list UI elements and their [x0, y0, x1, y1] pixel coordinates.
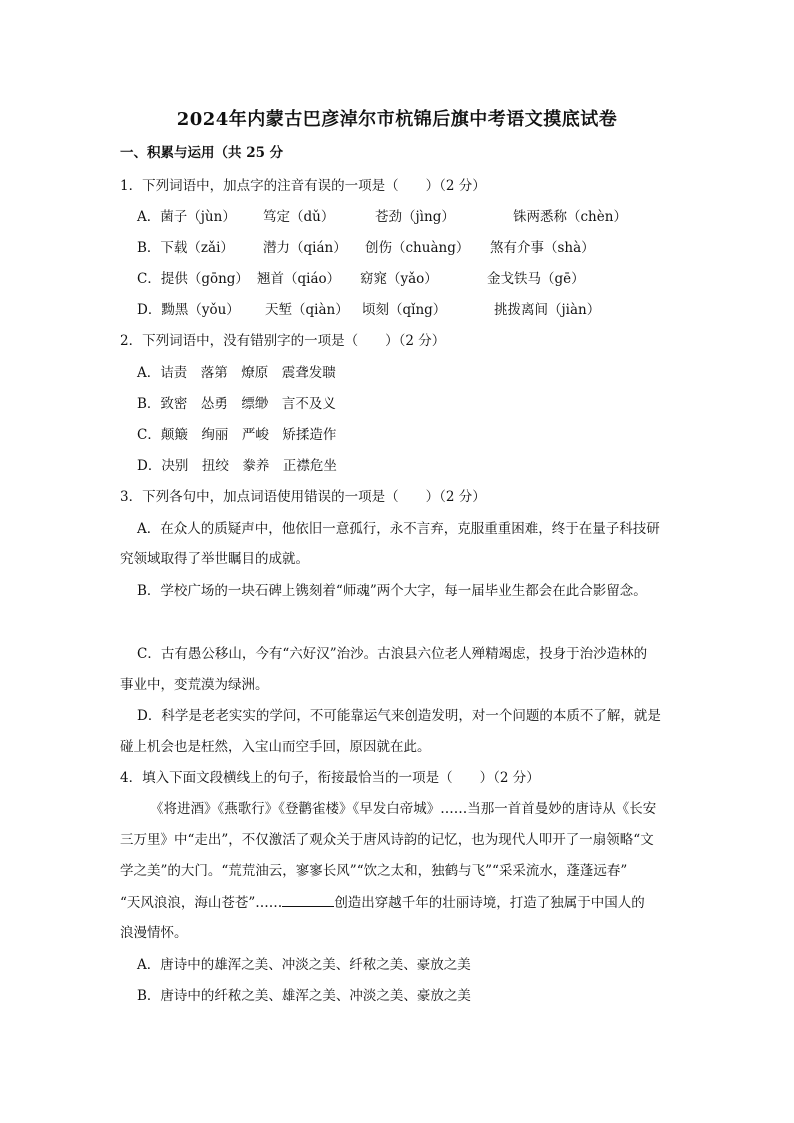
- fill-blank: [282, 892, 334, 907]
- passage-line: 浪漫情怀。: [120, 925, 188, 941]
- question-4-option-a: A．唐诗中的雄浑之美、冲淡之美、纤秾之美、豪放之美: [137, 957, 471, 973]
- option-item: 笃定（dǔ）: [263, 209, 335, 225]
- question-2-option-a: A．诘责 落第 燎原 震聋发聩: [137, 365, 336, 381]
- option-item: 顷刻（qǐng）: [362, 302, 447, 318]
- question-3-option-a-cont: 究领域取得了举世瞩目的成就。: [120, 551, 309, 567]
- question-2-option-c: C．颠簸 绚丽 严峻 矫揉造作: [137, 427, 337, 443]
- passage-line-with-blank: [120, 892, 645, 913]
- passage-text: “天风浪浪，海山苍苍”……: [120, 895, 283, 911]
- passage-text: 创造出穿越千年的壮丽诗境，打造了独属于中国人的: [334, 895, 645, 911]
- option-item: 天堑（qiàn）: [265, 302, 349, 318]
- option-item: 潜力（qián）: [263, 240, 347, 256]
- passage-line: 三万里》中“走出”，不仅激活了观众关于唐风诗韵的记忆，也为现代人叩开了一扇领略“文: [120, 832, 654, 848]
- question-3-option-c-cont: 事业中，变荒漠为绿洲。: [120, 677, 269, 693]
- question-2-option-d: D．决别 扭绞 豢养 正襟危坐: [137, 458, 337, 474]
- option-item: D．黝黑（yǒu）: [137, 302, 240, 318]
- option-item: 煞有介事（shà）: [490, 240, 595, 256]
- question-4-option-b: B．唐诗中的纤秾之美、雄浑之美、冲淡之美、豪放之美: [137, 988, 471, 1004]
- question-2-stem: 2．下列词语中，没有错别字的一项是（ ）（2 分）: [120, 333, 446, 349]
- option-item: 金戈铁马（gē）: [487, 271, 585, 287]
- option-item: B．下载（zǎi）: [137, 240, 234, 256]
- question-3-stem: 3．下列各句中，加点词语使用错误的一项是（ ）（2 分）: [120, 489, 486, 505]
- option-item: 翘首（qiáo）: [257, 271, 341, 287]
- question-4-stem: 4．填入下面文段横线上的句子，衔接最恰当的一项是（ ）（2 分）: [120, 770, 540, 786]
- option-item: 窈窕（yǎo）: [360, 271, 438, 287]
- question-3-option-b: B．学校广场的一块石碑上镌刻着“师魂”两个大字，每一届毕业生都会在此合影留念。: [137, 583, 647, 599]
- passage-line: 学之美”的大门。“荒荒油云，寥寥长风”“饮之太和，独鹤与飞”“采采流水，蓬蓬远春”: [120, 863, 628, 879]
- question-2-option-b: B．致密 怂勇 缥缈 言不及义: [137, 396, 336, 412]
- question-3-option-d: D．科学是老老实实的学问，不可能靠运气来创造发明，对一个问题的本质不了解，就是: [137, 708, 661, 724]
- question-1-stem: 1．下列词语中，加点字的注音有误的一项是（ ）（2 分）: [120, 178, 486, 194]
- option-item: 挑拨离间（jiàn）: [494, 302, 601, 318]
- question-3-option-a: A．在众人的质疑声中，他依旧一意孤行，永不言弃，克服重重困难，终于在量子科技研: [137, 521, 660, 537]
- question-3-option-c: C．古有愚公移山，今有“六好汉”治沙。古浪县六位老人殚精竭虑，投身于治沙造林的: [137, 646, 648, 662]
- section-heading: 一、积累与运用（共 25 分: [120, 145, 284, 161]
- option-item: 苍劲（jìng）: [375, 209, 455, 225]
- option-item: 铢两悉称（chèn）: [513, 209, 627, 225]
- option-item: C．提供（gōng）: [137, 271, 249, 287]
- page-title: 2024年内蒙古巴彦淖尔市杭锦后旗中考语文摸底试卷: [176, 109, 618, 130]
- option-item: A．菌子（jùn）: [137, 209, 236, 225]
- question-3-option-d-cont: 碰上机会也是枉然，入宝山而空手回，原因就在此。: [120, 739, 431, 755]
- passage-line: 《将进酒》《燕歌行》《登鹳雀楼》《早发白帝城》……当那一首首曼妙的唐诗从《长安: [150, 801, 657, 817]
- option-item: 创伤（chuàng）: [365, 240, 470, 256]
